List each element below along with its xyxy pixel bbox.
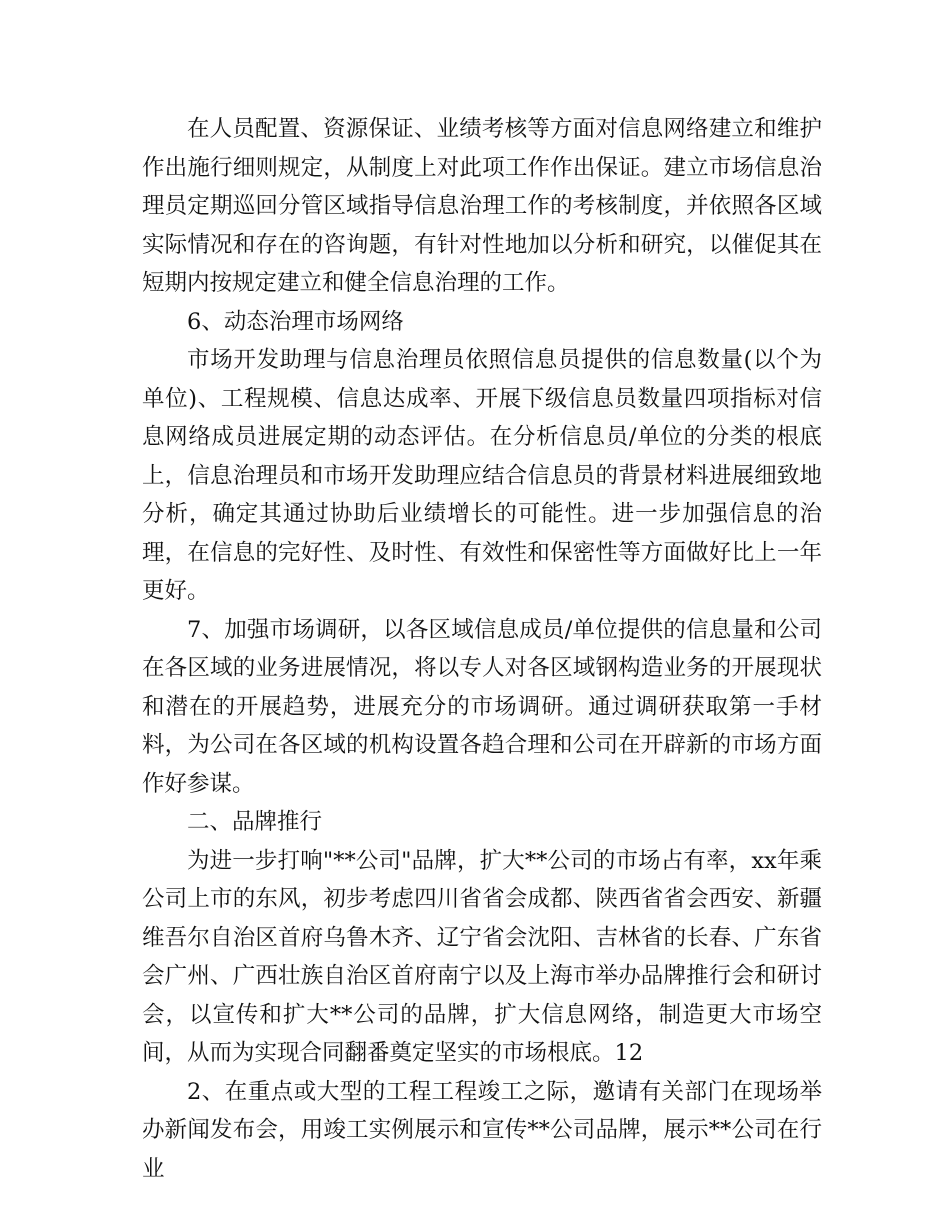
- paragraph-press-conference: 2、在重点或大型的工程工程竣工之际，邀请有关部门在现场举办新闻发布会，用竣工实例展示和宣传**公司品牌，展示**公司在行业: [142, 1078, 822, 1182]
- paragraph-dynamic-evaluation: 市场开发助理与信息治理员依照信息员提供的信息数量(以个为单位)、工程规模、信息达成率、开展下级信息员数量四项指标对信息网络成员进展定期的动态评估。在分析信息员/单位的分类的根底上，信息治理员和市场开发助理应结合信息员的背景材料进展细致地分析，确定其通过协助后业绩增长的可能性。进一步加强信息的治理，在信息的完好性、及时性、有效性和保密性等方面做好比上一年更好。: [142, 347, 822, 604]
- paragraph-market-research: 7、加强市场调研，以各区域信息成员/单位提供的信息量和公司在各区域的业务进展情况，将以专人对各区域钢构造业务的开展现状和潜在的开展趋势，进展充分的市场调研。通过调研获取第一手材料，为公司在各区域的机构设置各趋合理和公司在开辟新的市场方面作好参谋。: [142, 616, 822, 797]
- heading-dynamic-network-management: 6、动态治理市场网络: [187, 308, 404, 335]
- paragraph-brand-launch-events: 为进一步打响"**公司"品牌，扩大**公司的市场占有率，xx年乘公司上市的东风，初步考虑四川省省会成都、陕西省省会西安、新疆维吾尔自治区首府乌鲁木齐、辽宁省会沈阳、吉林省的长春、广东省会广州、广西壮族自治区首府南宁以及上海市举办品牌推行会和研讨会，以宣传和扩大**公司的品牌，扩大信息网络，制造更大市场空间，从而为实现合同翻番奠定坚实的市场根底。12: [142, 847, 822, 1066]
- heading-brand-promotion: 二、品牌推行: [187, 809, 323, 835]
- document-body: [142, 110, 822, 1188]
- paragraph-personnel-guarantee: 在人员配置、资源保证、业绩考核等方面对信息网络建立和维护作出施行细则规定，从制度上对此项工作作出保证。建立市场信息治理员定期巡回分管区域指导信息治理工作的考核制度，并依照各区域实际情况和存在的咨询题，有针对性地加以分析和研究，以催促其在短期内按规定建立和健全信息治理的工作。: [142, 116, 822, 296]
